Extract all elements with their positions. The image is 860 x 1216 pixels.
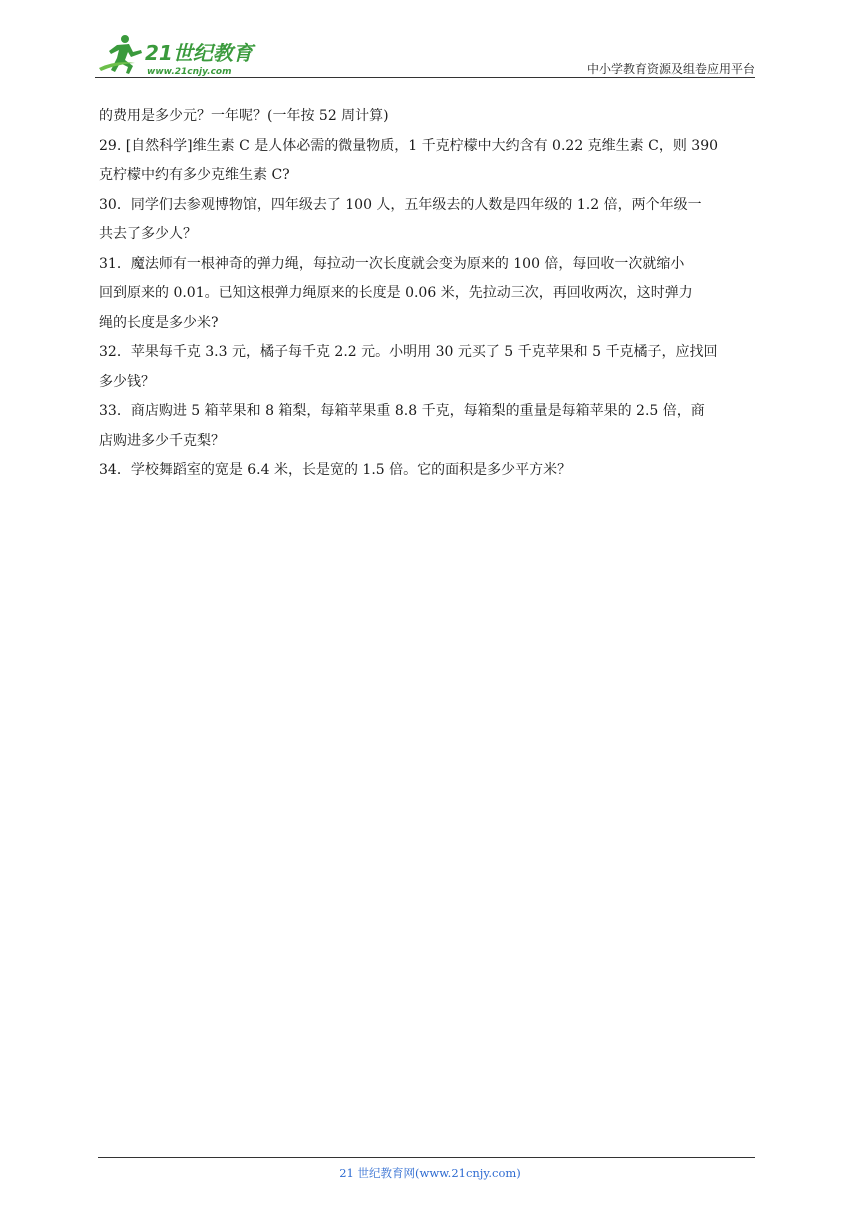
logo xyxy=(95,30,275,78)
question-31 xyxy=(99,250,759,339)
footer-link[interactable]: 21 世纪教育网(www.21cnjy.com) xyxy=(339,1166,521,1180)
text-line: 共去了多少人？ xyxy=(99,226,197,242)
header-divider xyxy=(95,77,755,78)
text-line: 的费用是多少元？一年呢？(一年按 52 周计算) xyxy=(99,108,389,124)
text-line: 29. [自然科学]维生素 C 是人体必需的微量物质，1 千克柠檬中大约含有 0.22 克维生素 C，则 390 xyxy=(99,137,719,154)
footer-divider xyxy=(98,1157,755,1158)
text-line: 回到原来的 0.01。已知这根弹力绳原来的长度是 0.06 米，先拉动三次，再回收两次，这时弹力 xyxy=(99,285,693,301)
text-line: 多少钱？ xyxy=(99,373,155,390)
text-line: 30．同学们去参观博物馆，四年级去了 100 人，五年级去的人数是四年级的 1.2 倍，两个年级一 xyxy=(99,196,702,213)
text-line: 34．学校舞蹈室的宽是 6.4 米，长是宽的 1.5 倍。它的面积是多少平方米？ xyxy=(99,462,572,478)
page-header xyxy=(95,30,755,80)
text-line: 店购进多少千克梨？ xyxy=(99,432,225,449)
text-line: 绳的长度是多少米? xyxy=(99,314,219,331)
runner-icon xyxy=(99,35,142,74)
question-29 xyxy=(99,132,759,191)
text-line: 31．魔法师有一根神奇的弹力绳，每拉动一次长度就会变为原来的 100 倍，每回收一次就缩小 xyxy=(99,255,685,272)
text-line: 克柠檬中约有多少克维生素 C? xyxy=(99,167,290,183)
logo-text: 21世纪教育 xyxy=(145,41,253,65)
header-platform-text: 中小学教育资源及组卷应用平台 xyxy=(586,62,755,76)
question-34 xyxy=(99,456,759,486)
question-33 xyxy=(99,397,759,456)
question-30 xyxy=(99,191,759,250)
text-line: 32．苹果每千克 3.3 元，橘子每千克 2.2 元。小明用 30 元买了 5 千克苹果和 5 千克橘子，应找回 xyxy=(99,344,718,360)
question-list xyxy=(99,102,759,486)
question-28-continued xyxy=(99,102,759,132)
text-line: 33．商店购进 5 箱苹果和 8 箱梨，每箱苹果重 8.8 千克，每箱梨的重量是每箱苹果的 2.5 倍，商 xyxy=(99,403,705,419)
question-32 xyxy=(99,338,759,397)
logo-url: www.21cnjy.com xyxy=(147,67,232,77)
